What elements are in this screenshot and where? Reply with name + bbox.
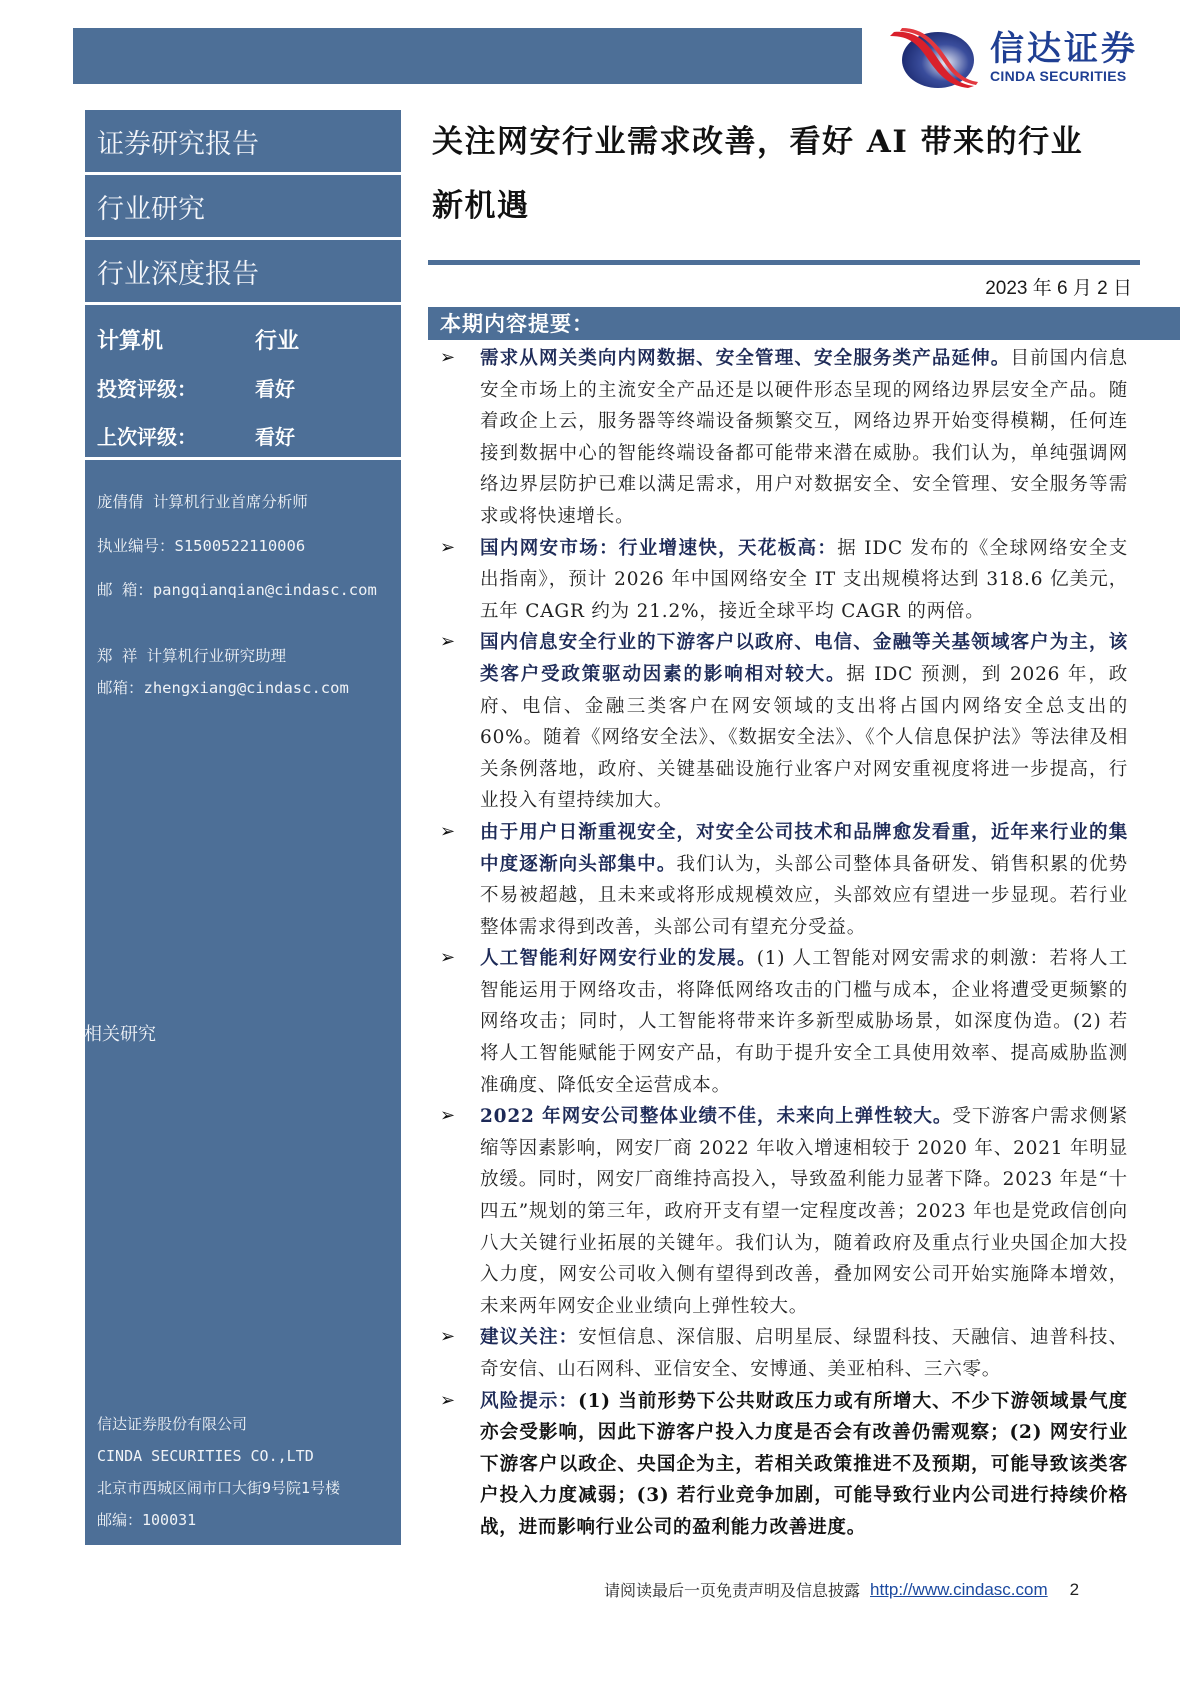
bullet-heading: 需求从网关类向内网数据、安全管理、安全服务类产品延伸。 <box>480 348 1011 369</box>
analyst-1-name: 庞倩倩 计算机行业首席分析师 <box>97 493 308 511</box>
list-item <box>428 533 1168 628</box>
header-bar <box>73 28 862 84</box>
bullet-body: 据 IDC 预测，到 2026 年，政府、电信、金融三类客户在网安领域的支出将占国内网络安全总支出的 60%。随着《网络安全法》、《数据安全法》、《个人信息保护法》等法律及相关条例落地，政府、关键基础设施行业客户对网安重视度将进一步提高，行业投入有望持续加大。 <box>480 663 1128 812</box>
title-line-1: 关注网安行业需求改善，看好 AI 带来的行业 <box>432 124 1084 160</box>
analyst-2-name: 郑 祥 计算机行业研究助理 <box>97 647 287 665</box>
bullet-body: 我们认为，头部公司整体具备研发、销售积累的优势不易被超越，且未来或将形成规模效应，头部效应有望进一步显现。若行业整体需求得到改善，头部公司有望充分受益。 <box>480 853 1128 938</box>
page-footer <box>604 1578 1079 1601</box>
title-line-2: 新机遇 <box>432 188 530 224</box>
bullet-heading: 国内信息安全行业的下游客户以政府、电信、金融等关基领域客户为主，该类客户受政策驱动因素的影响相对较大。 <box>480 632 1128 685</box>
title-divider <box>428 260 1140 265</box>
list-item <box>428 817 1168 943</box>
sidebar-title-report-type: 证券研究报告 <box>85 110 401 172</box>
bullet-body: 受下游客户需求侧紧缩等因素影响，网安厂商 2022 年收入增速相较于 2020 年、2021 年明显放缓。同时，网安厂商维持高投入，导致盈利能力显著下降。2023 年是“十四五”规划的第三年，政府开支有望一定程度改善；2023 年也是党政信创向八大关键行业拓展的关键年。我们认为，随着政府及重点行业央国企加大投入力度，网安公司收入侧有望得到改善，叠加网安公司开始实施降本增效，未来两年网安企业业绩向上弹性较大。 <box>480 1106 1129 1317</box>
related-research-label: 相关研究 <box>84 1024 156 1045</box>
sidebar <box>85 110 401 1545</box>
sidebar-title-category: 行业研究 <box>85 175 401 237</box>
rating-value: 看好 <box>255 376 295 401</box>
company-address: 北京市西城区闹市口大街9号院1号楼 <box>97 1479 341 1497</box>
sidebar-title-subcategory: 行业深度报告 <box>85 240 401 302</box>
arrow-bullet-icon: ➢ <box>440 820 456 842</box>
page-number: 2 <box>1069 1579 1080 1599</box>
bullet-heading: 人工智能利好网安行业的发展。 <box>480 948 757 970</box>
list-item <box>428 627 1168 817</box>
arrow-bullet-icon: ➢ <box>440 1105 456 1127</box>
bullet-body: (1) 当前形势下公共财政压力或有所增大、不少下游领域景气度亦会受影响，因此下游客户投入力度是否会有改善仍需观察；(2) 网安行业下游客户以政企、央国企为主，若相关政策推进不及预期，可能导致该类客户投入力度减弱；(3) 若行业竞争加剧，可能导致行业内公司进行持续价格战，进而影响行业公司的盈利能力改善进度。 <box>480 1390 1128 1538</box>
bullet-body: 目前国内信息安全市场上的主流安全产品还是以硬件形态呈现的网络边界层安全产品。随着政企上云，服务器等终端设备频繁交互，网络边界开始变得模糊，任何连接到数据中心的智能终端设备都可能带来潜在威胁。我们认为，单纯强调网络边界层防护已难以满足需求，用户对数据安全、安全管理、安全服务等需求或将快速增长。 <box>480 348 1128 527</box>
brand-name-en: CINDA SECURITIES <box>990 68 1127 84</box>
bullet-heading: 由于用户日渐重视安全，对安全公司技术和品牌愈发看重，近年来行业的集中度逐渐向头部集中。 <box>480 821 1128 875</box>
cinda-logo-icon <box>888 24 980 90</box>
list-item <box>428 1322 1168 1385</box>
arrow-bullet-icon: ➢ <box>440 947 456 969</box>
bullet-body: 安恒信息、深信服、启明星辰、绿盟科技、天融信、迪普科技、奇安信、山石网科、亚信安全、安博通、美亚柏科、三六零。 <box>480 1327 1128 1380</box>
rating-box <box>85 305 401 457</box>
bullet-heading: 风险提示： <box>480 1390 579 1412</box>
sector-value: 行业 <box>255 328 300 354</box>
analyst-box <box>85 460 401 1545</box>
list-item <box>428 1101 1168 1322</box>
disclaimer-text: 请阅读最后一页免责声明及信息披露 <box>604 1581 861 1600</box>
rating-label: 投资评级： <box>97 376 197 401</box>
analyst-2-email[interactable]: 邮箱：zhengxiang@cindasc.com <box>97 679 349 697</box>
main-content <box>428 110 1183 1544</box>
list-item <box>428 943 1168 1101</box>
analyst-1-email[interactable]: 邮 箱：pangqianqian@cindasc.com <box>97 581 377 599</box>
company-name-en: CINDA SECURITIES CO.,LTD <box>97 1447 314 1465</box>
arrow-bullet-icon: ➢ <box>440 1326 456 1348</box>
summary-heading: 本期内容提要： <box>428 307 1180 340</box>
summary-list <box>428 343 1168 1544</box>
bullet-body: 据 IDC 发布的《全球网络安全支出指南》，预计 2026 年中国网络安全 IT 支出规模将达到 318.6 亿美元，五年 CAGR 约为 21.2%，接近全球平均 CAGR 的两倍。 <box>480 537 1128 622</box>
analyst-1-license: 执业编号：S1500522110006 <box>97 537 306 555</box>
list-item <box>428 1386 1168 1544</box>
arrow-bullet-icon: ➢ <box>440 347 456 368</box>
bullet-heading: 建议关注： <box>480 1327 579 1349</box>
arrow-bullet-icon: ➢ <box>440 1389 456 1411</box>
prev-rating-label: 上次评级： <box>97 424 197 449</box>
arrow-bullet-icon: ➢ <box>440 631 456 653</box>
cinda-logo <box>888 24 1178 90</box>
report-date: 2023 年 6 月 2 日 <box>985 278 1132 299</box>
prev-rating-value: 看好 <box>255 424 295 449</box>
list-item <box>428 343 1168 533</box>
company-info <box>97 1408 340 1536</box>
website-link[interactable]: http://www.cindasc.com <box>870 1579 1048 1599</box>
bullet-body: (1) 人工智能对网安需求的刺激：若将人工智能运用于网络攻击，将降低网络攻击的门槛与成本，企业将遭受更频繁的网络攻击；同时，人工智能将带来许多新型威胁场景，如深度伪造。(2) 若将人工智能赋能于网安产品，有助于提升安全工具使用效率、提高威胁监测准确度、降低安全运营成本。 <box>480 948 1129 1096</box>
company-postcode: 邮编：100031 <box>97 1511 197 1529</box>
page-title <box>428 110 1148 238</box>
bullet-heading: 2022 年网安公司整体业绩不佳，未来向上弹性较大。 <box>480 1106 953 1128</box>
sector-label: 计算机 <box>97 328 164 354</box>
arrow-bullet-icon: ➢ <box>440 536 456 558</box>
company-name-cn: 信达证券股份有限公司 <box>97 1415 248 1433</box>
brand-name-cn: 信达证券 <box>990 29 1138 69</box>
bullet-heading: 国内网安市场：行业增速快，天花板高： <box>480 537 838 559</box>
